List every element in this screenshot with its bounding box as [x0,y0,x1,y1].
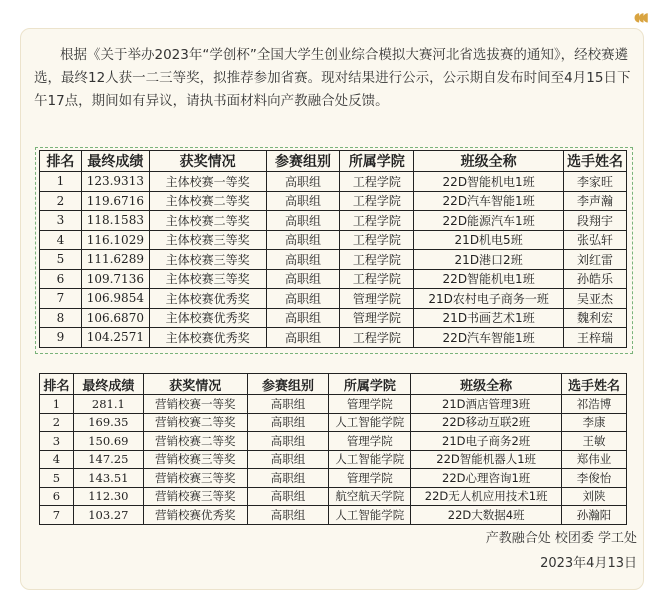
cell-group: 高职组 [247,432,329,451]
cell-name: 刘红雷 [564,250,627,270]
table-row [40,308,627,328]
cell-rank: 7 [40,289,82,309]
cell-class: 21D酒店管理3班 [411,395,562,414]
cell-group: 高职组 [247,487,329,506]
cell-college: 管理学院 [329,469,411,488]
cell-college: 工程学院 [340,328,414,348]
table-row [40,172,627,192]
cell-score: 147.25 [73,450,143,469]
cell-award: 营销校赛优秀奖 [143,506,247,525]
cell-name: 王敏 [562,432,627,451]
cell-name: 王梓瑞 [564,328,627,348]
notice-date: 2023年4月13日 [540,556,637,571]
header-score: 最终成绩 [81,151,149,172]
award-table-marketing [39,373,627,525]
cell-name: 孙皓乐 [564,269,627,289]
table-row [40,289,627,309]
cell-score: 118.1583 [81,211,149,231]
table-row [40,469,627,488]
cell-class: 21D电子商务2班 [411,432,562,451]
cell-class: 22D无人机应用技术1班 [411,487,562,506]
cell-score: 103.27 [73,506,143,525]
cell-award: 主体校赛三等奖 [149,269,266,289]
header-rank: 排名 [40,151,82,172]
table-row [40,487,627,506]
cell-award: 主体校赛优秀奖 [149,289,266,309]
cell-score: 104.2571 [81,328,149,348]
cell-award: 营销校赛三等奖 [143,469,247,488]
cell-college: 航空航天学院 [329,487,411,506]
cell-award: 主体校赛二等奖 [149,211,266,231]
header-group: 参赛组别 [266,151,340,172]
cell-class: 22D智能机电1班 [414,269,564,289]
cell-rank: 1 [40,172,82,192]
cell-group: 高职组 [266,289,340,309]
cell-award: 营销校赛二等奖 [143,413,247,432]
cell-score: 150.69 [73,432,143,451]
cell-name: 吴亚杰 [564,289,627,309]
cell-rank: 6 [40,269,82,289]
cell-score: 123.9313 [81,172,149,192]
cell-rank: 6 [40,487,74,506]
table-row [40,413,627,432]
cell-score: 119.6716 [81,191,149,211]
cell-class: 21D农村电子商务一班 [414,289,564,309]
cell-rank: 7 [40,506,74,525]
header-award: 获奖情况 [149,151,266,172]
cell-group: 高职组 [266,172,340,192]
table-row [40,269,627,289]
table-row [40,395,627,414]
cell-college: 工程学院 [340,191,414,211]
cell-score: 112.30 [73,487,143,506]
cell-group: 高职组 [266,250,340,270]
cell-class: 22D汽车智能1班 [414,328,564,348]
cell-name: 段翔宇 [564,211,627,231]
cell-score: 109.7136 [81,269,149,289]
cell-award: 主体校赛优秀奖 [149,328,266,348]
cell-college: 工程学院 [340,172,414,192]
cell-rank: 4 [40,230,82,250]
cell-rank: 4 [40,450,74,469]
cell-rank: 8 [40,308,82,328]
signature: 产教融合处 校团委 学工处 [485,531,637,546]
table-header-row [40,151,627,172]
cell-class: 22D智能机器人1班 [411,450,562,469]
header-class: 班级全称 [414,151,564,172]
cell-college: 管理学院 [329,395,411,414]
cell-award: 营销校赛三等奖 [143,487,247,506]
table-row [40,328,627,348]
header-group: 参赛组别 [247,374,329,395]
cell-college: 工程学院 [340,250,414,270]
cell-group: 高职组 [266,191,340,211]
cell-award: 主体校赛二等奖 [149,191,266,211]
cell-class: 22D大数据4班 [411,506,562,525]
cell-rank: 5 [40,469,74,488]
cell-rank: 2 [40,413,74,432]
cell-class: 22D能源汽车1班 [414,211,564,231]
cell-class: 21D港口2班 [414,250,564,270]
cell-name: 刘陕 [562,487,627,506]
cell-name: 郑伟业 [562,450,627,469]
cell-rank: 9 [40,328,82,348]
cell-college: 人工智能学院 [329,413,411,432]
cell-college: 工程学院 [340,211,414,231]
header-rank: 排名 [40,374,74,395]
header-college: 所属学院 [329,374,411,395]
decoration-icon: ◖◖◖ [634,10,647,24]
cell-group: 高职组 [266,308,340,328]
cell-college: 管理学院 [340,289,414,309]
cell-award: 营销校赛二等奖 [143,432,247,451]
cell-group: 高职组 [247,506,329,525]
cell-rank: 3 [40,432,74,451]
cell-name: 李家旺 [564,172,627,192]
cell-group: 高职组 [266,328,340,348]
cell-rank: 5 [40,250,82,270]
cell-college: 管理学院 [340,308,414,328]
cell-score: 106.6870 [81,308,149,328]
cell-group: 高职组 [266,230,340,250]
cell-college: 人工智能学院 [329,506,411,525]
table-row [40,432,627,451]
cell-award: 营销校赛三等奖 [143,450,247,469]
cell-score: 106.9854 [81,289,149,309]
header-name: 选手姓名 [562,374,627,395]
table-row [40,250,627,270]
cell-name: 李声瀚 [564,191,627,211]
cell-class: 21D书画艺术1班 [414,308,564,328]
cell-group: 高职组 [247,413,329,432]
cell-award: 主体校赛一等奖 [149,172,266,192]
cell-score: 169.35 [73,413,143,432]
cell-award: 主体校赛优秀奖 [149,308,266,328]
cell-name: 孙瀚阳 [562,506,627,525]
cell-college: 人工智能学院 [329,450,411,469]
award-table-main [39,150,627,348]
cell-score: 281.1 [73,395,143,414]
cell-college: 工程学院 [340,269,414,289]
cell-group: 高职组 [247,469,329,488]
table-row [40,506,627,525]
header-name: 选手姓名 [564,151,627,172]
cell-name: 李俊怡 [562,469,627,488]
cell-name: 祁浩博 [562,395,627,414]
table-row [40,450,627,469]
cell-college: 管理学院 [329,432,411,451]
notice-paragraph: 根据《关于举办2023年“学创杯”全国大学生创业综合模拟大赛河北省选拔赛的通知》，经校赛遴选，最终12人获一二三等奖，拟推荐参加省赛。现对结果进行公示，公示期自发布时间至4月15日下午17点，期间如有异议，请执书面材料向产教融合处反馈。 [34,47,631,109]
cell-group: 高职组 [266,211,340,231]
header-class: 班级全称 [411,374,562,395]
cell-score: 143.51 [73,469,143,488]
cell-award: 营销校赛一等奖 [143,395,247,414]
cell-name: 魏利宏 [564,308,627,328]
table-header-row [40,374,627,395]
cell-award: 主体校赛三等奖 [149,250,266,270]
cell-score: 111.6289 [81,250,149,270]
cell-award: 主体校赛三等奖 [149,230,266,250]
header-score: 最终成绩 [73,374,143,395]
cell-group: 高职组 [266,269,340,289]
cell-group: 高职组 [247,450,329,469]
cell-name: 张弘轩 [564,230,627,250]
cell-group: 高职组 [247,395,329,414]
header-award: 获奖情况 [143,374,247,395]
table-row [40,230,627,250]
cell-name: 李康 [562,413,627,432]
cell-class: 22D智能机电1班 [414,172,564,192]
cell-class: 21D机电5班 [414,230,564,250]
cell-class: 22D汽车智能1班 [414,191,564,211]
cell-class: 22D心理咨询1班 [411,469,562,488]
cell-rank: 3 [40,211,82,231]
table-row [40,211,627,231]
cell-score: 116.1029 [81,230,149,250]
table-row [40,191,627,211]
cell-college: 工程学院 [340,230,414,250]
cell-rank: 2 [40,191,82,211]
header-college: 所属学院 [340,151,414,172]
cell-class: 22D移动互联2班 [411,413,562,432]
cell-rank: 1 [40,395,74,414]
